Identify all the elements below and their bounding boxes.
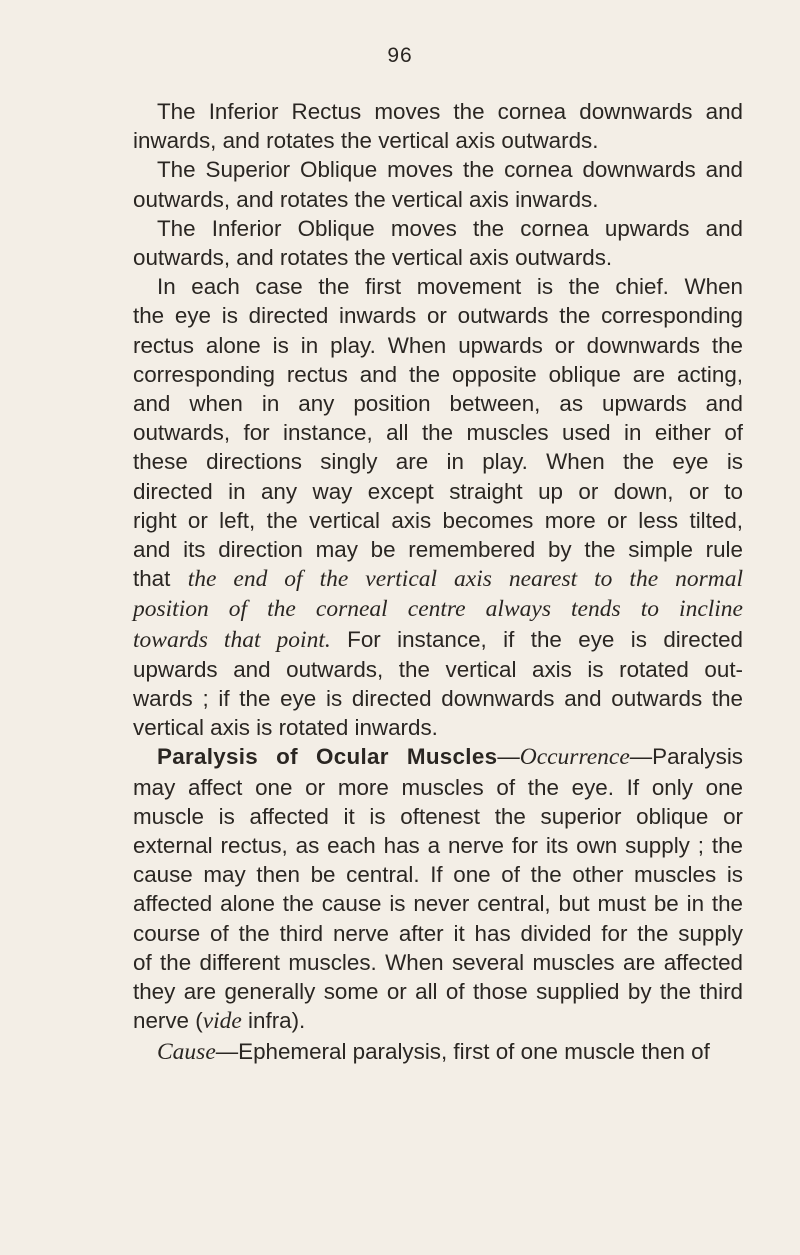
- text-line: vertical axis is rotated inwards.: [133, 715, 438, 741]
- paragraph-superior-oblique: [133, 155, 743, 213]
- text-line: The Inferior Rectus moves the cornea downwards and: [157, 99, 743, 124]
- paragraph-paralysis: [133, 742, 743, 1036]
- rule-italic: the end of the vertical axis nearest to the normal: [187, 566, 743, 593]
- text-line: may affect one or more muscles of the eye. If only one: [133, 774, 743, 800]
- heading-dash: —: [497, 744, 520, 770]
- section-heading: Paralysis of Ocular Muscles: [157, 744, 498, 770]
- rule-italic: position of the corneal centre always tends to incline: [133, 596, 743, 623]
- text-line: and its direction may be remembered by the simple rule: [133, 537, 743, 563]
- text-line: corresponding rectus and the opposite oblique are acting,: [133, 361, 743, 387]
- text-fragment: nerve (: [133, 1008, 203, 1034]
- text-line: of the different muscles. When several muscles are affected: [133, 949, 743, 975]
- rule-italic: towards that point.: [133, 626, 331, 653]
- text-line: external rectus, as each has a nerve for its own supply ; the: [133, 833, 743, 859]
- paragraph-cause: [133, 1037, 743, 1067]
- text-line: wards ; if the eye is directed downwards and outwards the: [133, 686, 743, 712]
- text-line: outwards, and rotates the vertical axis outwards.: [133, 245, 613, 271]
- paragraph-first-movement: [133, 272, 743, 742]
- page-number: 96: [387, 44, 413, 67]
- text-line: right or left, the vertical axis becomes more or less tilted,: [133, 507, 743, 533]
- page-body: [133, 97, 743, 1067]
- text-line: cause may then be central. If one of the other muscles is: [133, 862, 743, 888]
- text-line: course of the third nerve after it has divided for the supply: [133, 920, 743, 946]
- text-line: [133, 564, 743, 594]
- heading-italic: Occurrence: [519, 744, 630, 771]
- paragraph-inferior-rectus: [133, 97, 743, 155]
- heading-after: —Paralysis: [629, 744, 743, 770]
- text-line: [133, 1037, 743, 1067]
- text-line: [133, 1006, 743, 1036]
- text-line: [133, 594, 743, 624]
- paragraph-inferior-oblique: [133, 214, 743, 272]
- text-line: outwards, and rotates the vertical axis inwards.: [133, 186, 599, 212]
- rule-intro: that: [133, 566, 171, 592]
- vide-italic: vide: [202, 1008, 242, 1035]
- text-line: and when in any position between, as upwards and: [133, 391, 743, 417]
- text-line: directed in any way except straight up or down, or to: [133, 478, 743, 504]
- text-line: upwards and outwards, the vertical axis is rotated out-: [133, 656, 743, 682]
- text-fragment: infra).: [241, 1008, 306, 1034]
- text-line: they are generally some or all of those supplied by the third: [133, 979, 743, 1005]
- text-line: The Inferior Oblique moves the cornea upwards and: [157, 215, 743, 241]
- text-line: outwards, for instance, all the muscles used in either of: [133, 420, 743, 446]
- text-line: rectus alone is in play. When upwards or downwards the: [133, 332, 743, 358]
- text-line: these directions singly are in play. When the eye is: [133, 449, 743, 475]
- cause-after: —Ephemeral paralysis, first of one muscle then of: [215, 1038, 710, 1064]
- text-line: inwards, and rotates the vertical axis outwards.: [133, 128, 599, 154]
- text-line: the eye is directed inwards or outwards the corresponding: [133, 303, 743, 329]
- text-line: The Superior Oblique moves the cornea downwards and: [157, 157, 743, 183]
- text-line: [133, 625, 743, 655]
- text-line: affected alone the cause is never central, but must be in the: [133, 891, 743, 917]
- cause-italic: Cause: [157, 1038, 216, 1065]
- text-line: [133, 742, 743, 772]
- text-line: muscle is affected it is oftenest the superior oblique or: [133, 803, 743, 829]
- text-line: In each case the first movement is the chief. When: [157, 274, 743, 300]
- rule-after: For instance, if the eye is directed: [347, 626, 743, 652]
